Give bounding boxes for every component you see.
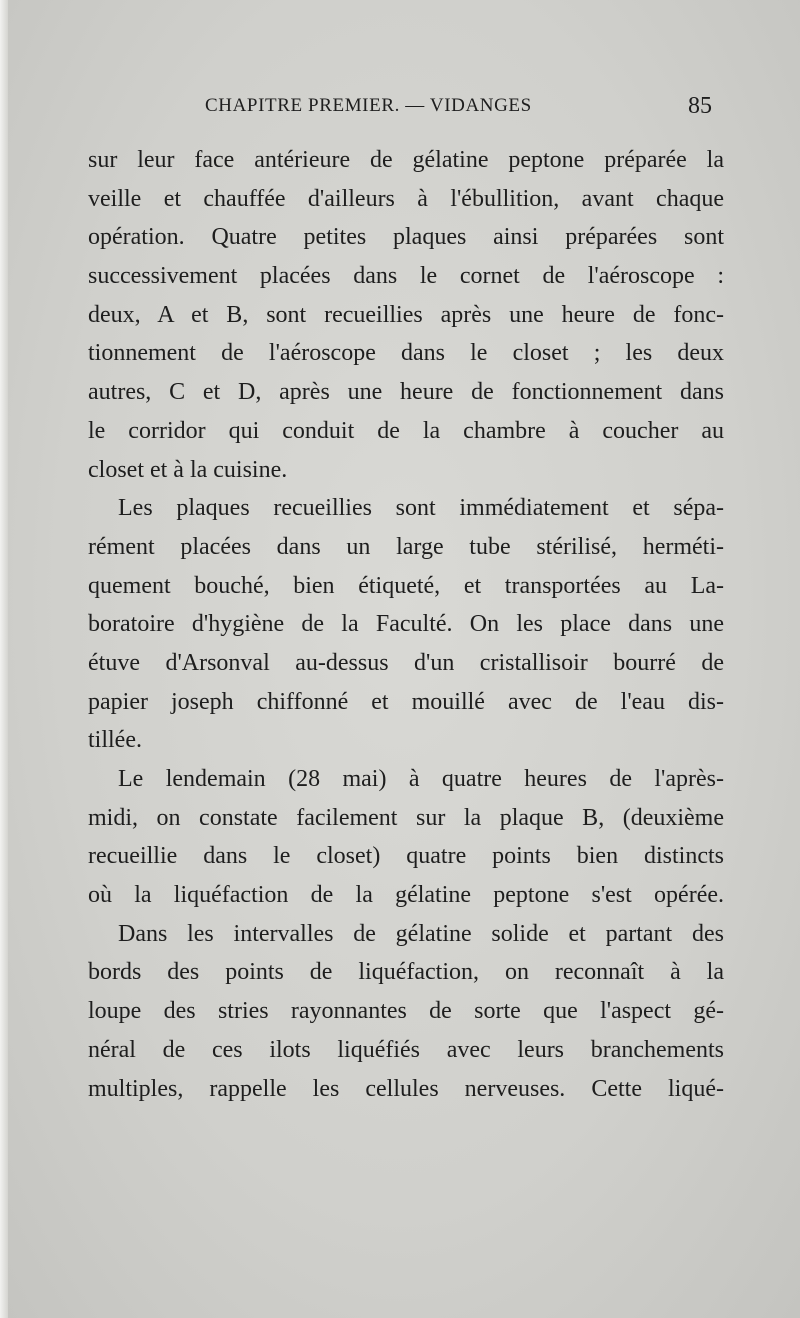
text-line: tionnement de l'aéroscope dans le closet ; les deux	[88, 340, 724, 367]
text-line: successivement placées dans le cornet de l'aéroscope :	[88, 263, 724, 290]
text-line: Les plaques recueillies sont immédiatement et sépa-	[118, 495, 724, 522]
text-line: néral de ces ilots liquéfiés avec leurs branchements	[88, 1036, 724, 1063]
page-number: 85	[688, 93, 712, 119]
text-line: boratoire d'hygiène de la Faculté. On les place dans une	[88, 611, 724, 638]
page-header	[0, 93, 800, 125]
text-line: rément placées dans un large tube stérilisé, herméti-	[88, 533, 724, 560]
body-text	[88, 141, 724, 1108]
text-line: deux, A et B, sont recueillies après une heure de fonc-	[88, 301, 724, 328]
text-line: recueillie dans le closet) quatre points bien distincts	[88, 843, 724, 870]
text-line: quement bouché, bien étiqueté, et transportées au La-	[88, 572, 724, 599]
text-line: où la liquéfaction de la gélatine peptone s'est opérée.	[88, 882, 724, 909]
text-line: midi, on constate facilement sur la plaque B, (deuxième	[88, 804, 724, 831]
text-line: veille et chauffée d'ailleurs à l'ébullition, avant chaque	[88, 185, 724, 212]
text-line: opération. Quatre petites plaques ainsi préparées sont	[88, 224, 724, 251]
text-line: autres, C et D, après une heure de fonctionnement dans	[88, 379, 724, 406]
text-line: tillée.	[88, 727, 142, 754]
text-line: sur leur face antérieure de gélatine peptone préparée la	[88, 147, 724, 173]
page-edge	[0, 0, 8, 1318]
text-line: Dans les intervalles de gélatine solide et partant des	[118, 920, 724, 947]
text-line: Le lendemain (28 mai) à quatre heures de l'après-	[118, 766, 724, 792]
text-line: étuve d'Arsonval au-dessus d'un cristallisoir bourré de	[88, 649, 724, 676]
running-title: CHAPITRE PREMIER. — VIDANGES	[205, 95, 532, 116]
text-line: loupe des stries rayonnantes de sorte que l'aspect gé-	[88, 998, 724, 1025]
text-line: multiples, rappelle les cellules nerveuses. Cette liqué-	[88, 1075, 724, 1102]
text-line: closet et à la cuisine.	[88, 456, 288, 483]
text-line: le corridor qui conduit de la chambre à coucher au	[88, 417, 724, 444]
text-line: papier joseph chiffonné et mouillé avec de l'eau dis-	[88, 688, 724, 715]
text-line: bords des points de liquéfaction, on reconnaît à la	[88, 959, 724, 986]
